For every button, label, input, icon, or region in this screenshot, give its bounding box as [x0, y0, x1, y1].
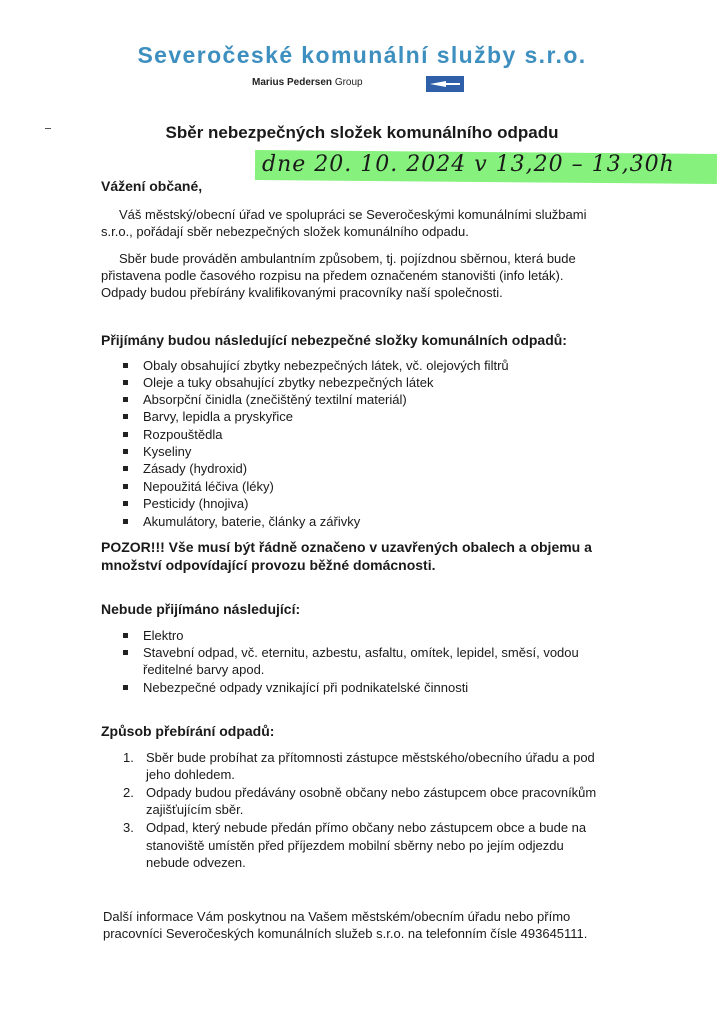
accepted-item: Akumulátory, baterie, články a zářivky	[143, 514, 361, 529]
footer-line-1: Další informace Vám poskytnou na Vašem městském/obecním úřadu nebo přímo	[103, 909, 571, 924]
company-name: Severočeské komunální služby s.r.o.	[137, 42, 587, 68]
handwritten-date: dne 20. 10. 2024 v 13,20 – 13,30h	[262, 152, 675, 177]
intro-paragraph-2-line-1: Sběr bude prováděn ambulantním způsobem, tj. pojízdnou sběrnou, která bude	[119, 251, 576, 266]
document-title: Sběr nebezpečných složek komunálního odpadu	[165, 123, 559, 142]
bullet	[123, 633, 128, 638]
method-heading: Způsob přebírání odpadů:	[101, 723, 275, 739]
group-name	[252, 77, 363, 88]
group-name-rest: Group	[332, 77, 363, 88]
company-logo-icon	[426, 76, 464, 92]
step-text-continuation: nebude odvezen.	[146, 855, 246, 870]
accepted-item: Kyseliny	[143, 444, 192, 459]
intro-paragraph-1-line-1: Váš městský/obecní úřad ve spolupráci se Severočeskými komunálními službami	[119, 207, 587, 222]
bullet	[123, 397, 128, 402]
salutation: Vážení občané,	[101, 178, 203, 194]
intro-paragraph-2-line-2: přistavena podle časového rozpisu na předem označeném stanovišti (info leták).	[101, 268, 564, 283]
rejected-item: Elektro	[143, 628, 184, 643]
rejected-item: Nebezpečné odpady vznikající při podnikatelské činnosti	[143, 680, 469, 695]
intro-paragraph-1-line-2: s.r.o., pořádají sběr nebezpečných složek komunálního odpadu.	[101, 224, 469, 239]
warning-line-2: množství odpovídající provozu běžné domácnosti.	[101, 557, 436, 573]
accepted-item: Pesticidy (hnojiva)	[143, 496, 249, 511]
footer-line-2: pracovníci Severočeských komunálních služeb s.r.o. na telefonním čísle 493645111.	[103, 926, 588, 941]
rejected-item-continuation: ředitelné barvy apod.	[143, 662, 265, 677]
step-text-continuation: stanoviště umístěn před příjezdem mobilní sběrny nebo po jejím odjezdu	[146, 838, 564, 853]
rejected-heading: Nebude přijímáno následující:	[101, 601, 301, 617]
intro-paragraph-2-line-3: Odpady budou přebírány kvalifikovanými pracovníky naší společnosti.	[101, 285, 503, 300]
bullet	[123, 449, 128, 454]
step-number: 3.	[123, 820, 134, 835]
group-name-bold: Marius Pedersen	[252, 77, 333, 88]
accepted-item: Obaly obsahující zbytky nebezpečných látek, vč. olejových filtrů	[143, 358, 509, 373]
bullet	[123, 414, 128, 419]
accepted-item: Barvy, lepidla a pryskyřice	[143, 409, 294, 424]
step-text: Odpady budou předávány osobně občany nebo zástupcem obce pracovníkům	[146, 785, 597, 800]
accepted-item: Oleje a tuky obsahující zbytky nebezpečných látek	[143, 375, 434, 390]
accepted-item: Absorpční činidla (znečištěný textilní materiál)	[143, 392, 407, 407]
step-text: Odpad, který nebude předán přímo občany nebo zástupcem obce a bude na	[146, 820, 587, 835]
bullet	[123, 519, 128, 524]
accepted-heading: Přijímány budou následující nebezpečné složky komunálních odpadů:	[101, 332, 567, 348]
bullet	[123, 501, 128, 506]
bullet	[123, 363, 128, 368]
accepted-item: Nepoužitá léčiva (léky)	[143, 479, 274, 494]
bullet	[123, 466, 128, 471]
step-text: Sběr bude probíhat za přítomnosti zástupce městského/obecního úřadu a pod	[146, 750, 595, 765]
step-number: 2.	[123, 785, 134, 800]
step-number: 1.	[123, 750, 134, 765]
accepted-item: Rozpouštědla	[143, 427, 223, 442]
accepted-item: Zásady (hydroxid)	[143, 461, 248, 476]
bullet	[123, 650, 128, 655]
warning-line-1: POZOR!!! Vše musí být řádně označeno v uzavřených obalech a objemu a	[101, 539, 592, 555]
bullet	[123, 685, 128, 690]
step-text-continuation: jeho dohledem.	[146, 767, 235, 782]
bullet	[123, 380, 128, 385]
step-text-continuation: zajišťujícím sběr.	[146, 802, 244, 817]
rejected-item: Stavební odpad, vč. eternitu, azbestu, asfaltu, omítek, lepidel, směsí, vodou	[143, 645, 579, 660]
bullet	[123, 484, 128, 489]
bullet	[123, 432, 128, 437]
